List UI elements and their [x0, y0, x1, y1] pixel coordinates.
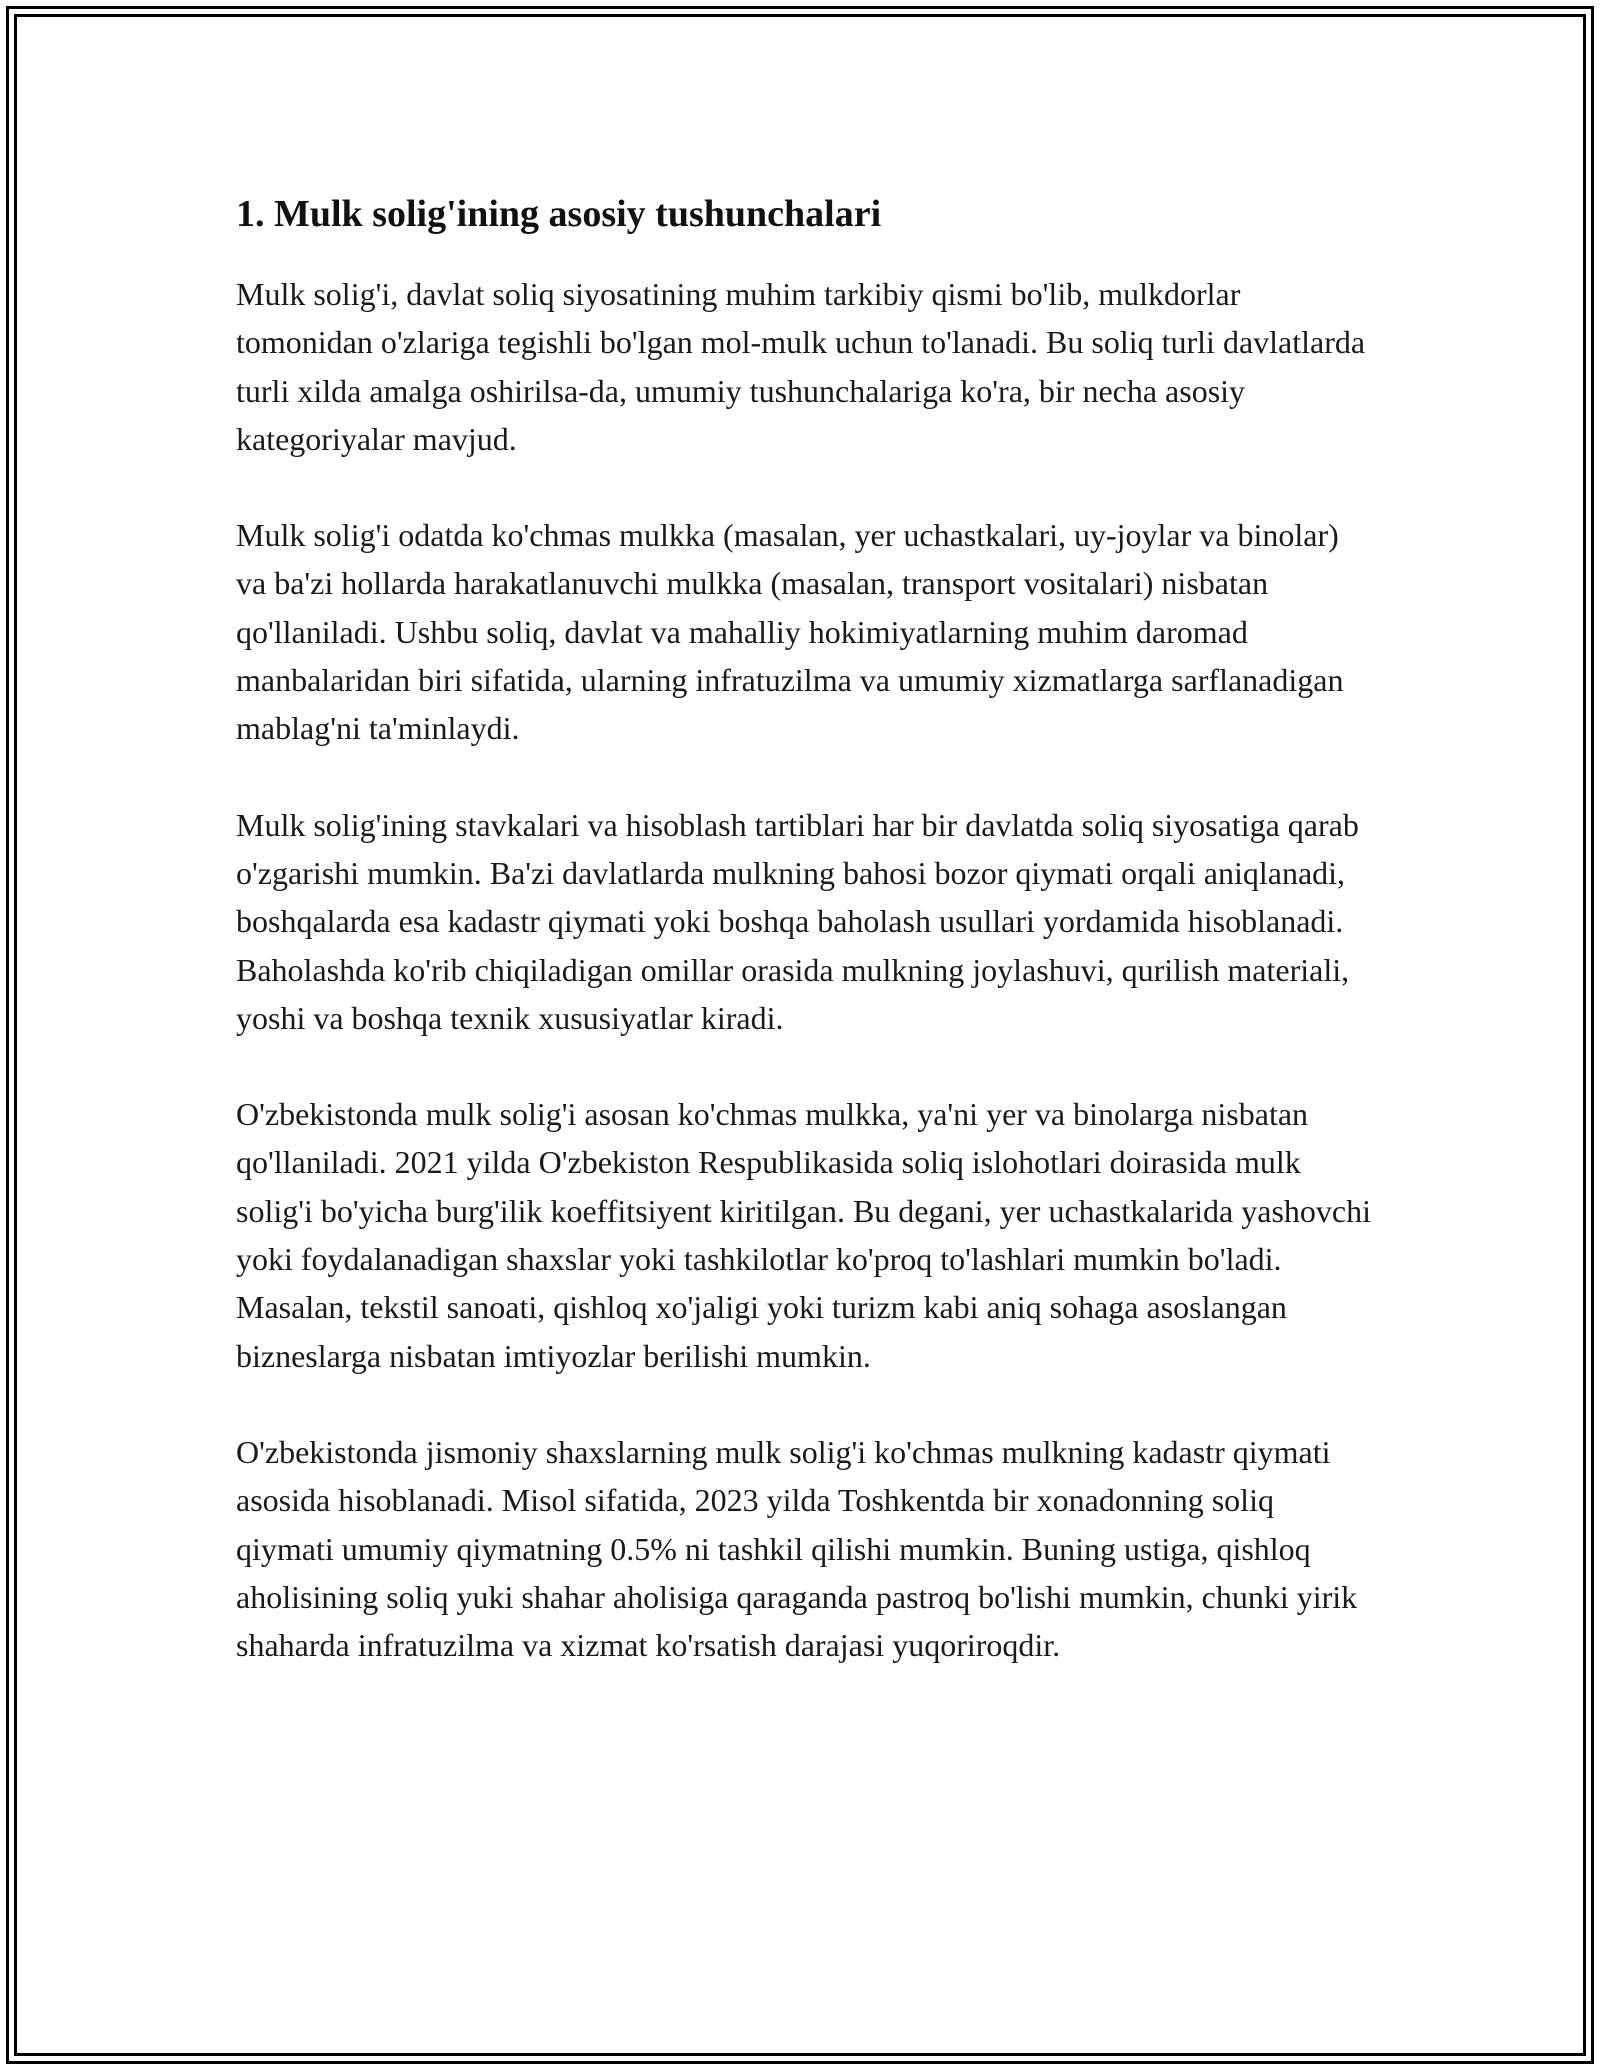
- paragraph-2: Mulk solig'i odatda ko'chmas mulkka (masalan, yer uchastkalari, uy-joylar va binolar) va ba'zi hollarda harakatlanuvchi mulkka (masalan, transport vositalari) nisbatan qo'llaniladi. Ushbu soliq, davlat va mahalliy hokimiyatlarning muhim daromad manbalaridan biri sifatida, ularning infratuzilma va umumiy xizmatlarga sarflanadigan mablag'ni ta'minlaydi.: [236, 517, 1344, 747]
- paragraph-5: O'zbekistonda jismoniy shaxslarning mulk solig'i ko'chmas mulkning kadastr qiymati asosida hisoblanadi. Misol sifatida, 2023 yilda Toshkentda bir xonadonning soliq qiymati umumiy qiymatning 0.5% ni tashkil qilishi mumkin. Buning ustiga, qishloq aholisining soliq yuki shahar aholisiga qaraganda pastroq bo'lishi mumkin, chunki yirik shaharda infratuzilma va xizmat ko'rsatish darajasi yuqoriroqdir.: [236, 1433, 1358, 1664]
- paragraph-1: Mulk solig'i, davlat soliq siyosatining muhim tarkibiy qismi bo'lib, mulkdorlar tomonidan o'zlariga tegishli bo'lgan mol-mulk uchun to'lanadi. Bu soliq turli davlatlarda turli xilda amalga oshirilsa-da, umumiy tushunchalariga ko'ra, bir necha asosiy kategoriyalar mavjud.: [236, 276, 1366, 457]
- paragraph-4: O'zbekistonda mulk solig'i asosan ko'chmas mulkka, ya'ni yer va binolarga nisbatan qo'llaniladi. 2021 yilda O'zbekiston Respublikasida soliq islohotlari doirasida mulk solig'i bo'yicha burg'ilik koeffitsiyent kiritilgan. Bu degani, yer uchastkalarida yashovchi yoki foydalanadigan shaxslar yoki tashkilotlar ko'proq to'lashlari mumkin bo'ladi. Masalan, tekstil sanoati, qishloq xo'jaligi yoki turizm kabi aniq sohaga asoslangan bizneslarga nisbatan imtiyozlar berilishi mumkin.: [236, 1096, 1371, 1374]
- section-heading: 1. Mulk solig'ining asosiy tushunchalari: [236, 193, 882, 235]
- document-body: [236, 188, 1376, 1717]
- paragraph-3: Mulk solig'ining stavkalari va hisoblash tartiblari har bir davlatda soliq siyosatiga qarab o'zgarishi mumkin. Ba'zi davlatlarda mulkning bahosi bozor qiymati orqali aniqlanadi, boshqalarda esa kadastr qiymati yoki boshqa baholash usullari yordamida hisoblanadi. Baholashda ko'rib chiqiladigan omillar orasida mulkning joylashuvi, qurilish materiali, yoshi va boshqa texnik xususiyatlar kiradi.: [236, 806, 1359, 1036]
